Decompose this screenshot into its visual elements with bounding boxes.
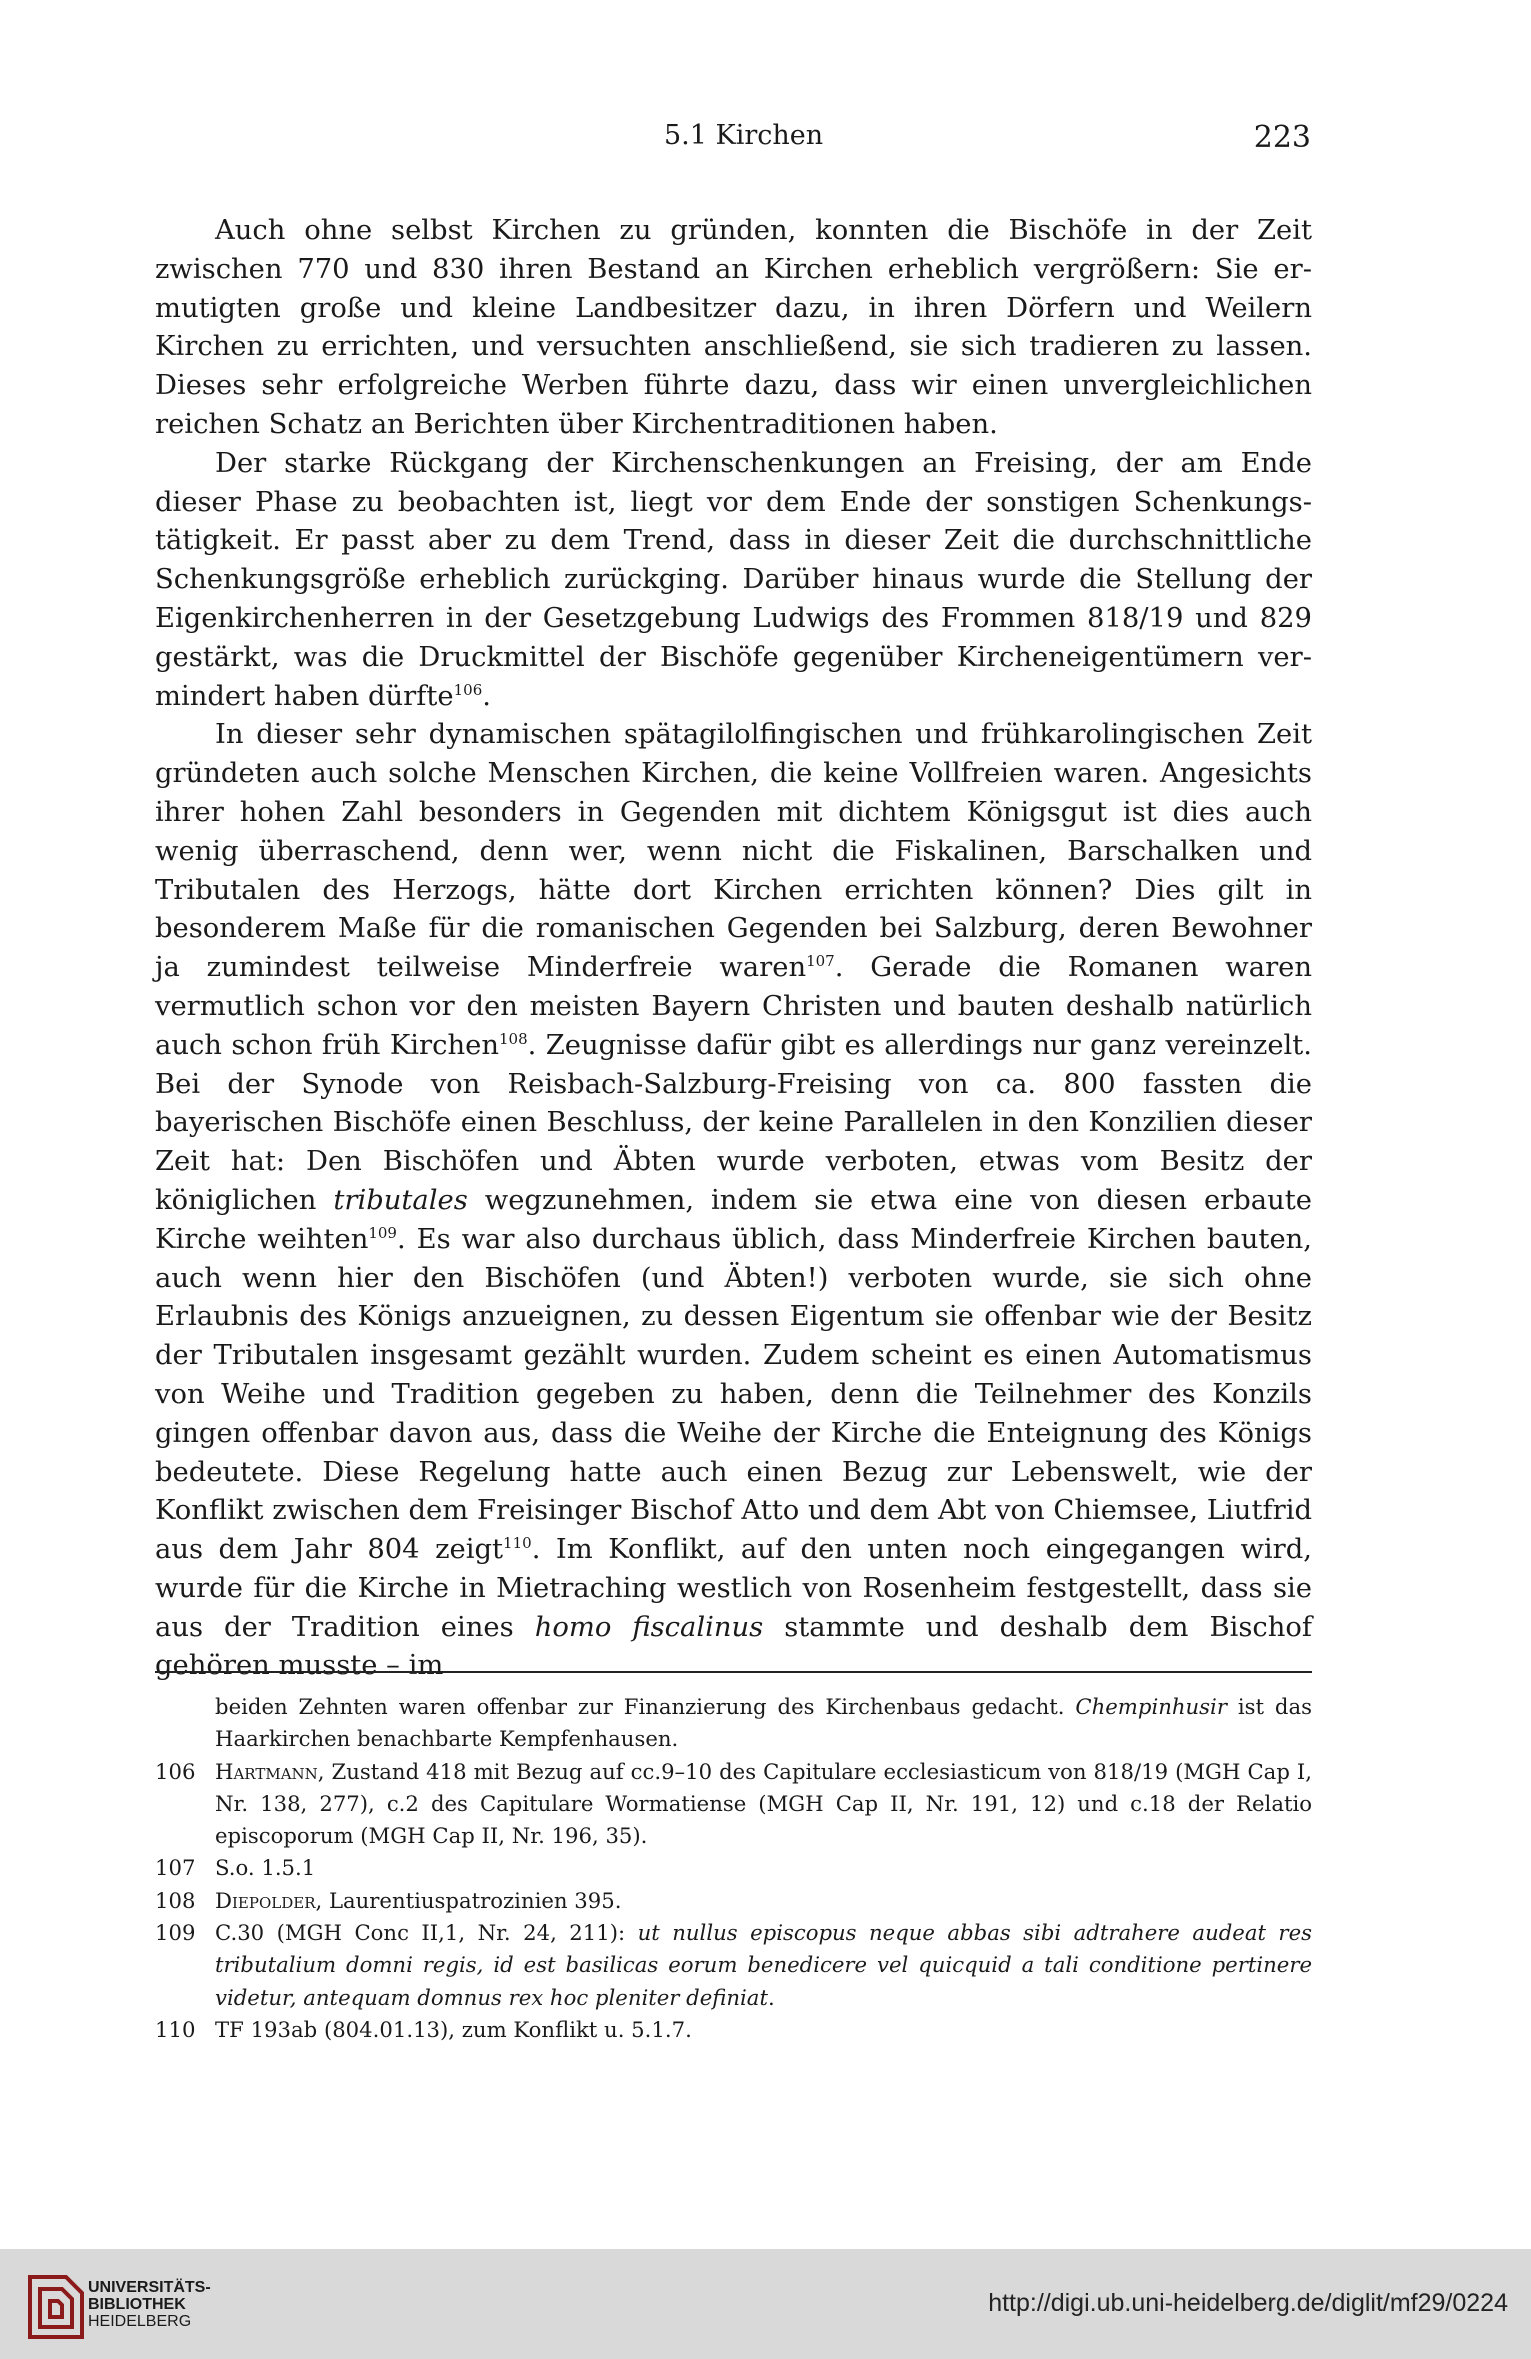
footnote-108: 108 Diepolder, Laurentiuspatrozinien 395.	[155, 1887, 622, 1913]
footnote-110: 110 TF 193ab (804.01.13), zum Konflikt u. 5.1.7.	[155, 2016, 692, 2042]
footnotes	[155, 1691, 1312, 2046]
source-url-link[interactable]: http://digi.ub.uni-heidelberg.de/diglit/mf29/0224	[988, 2289, 1508, 2317]
footnote-109: 109 C.30 (MGH Conc II,1, Nr. 24, 211): ut nullus episcopus neque abbas sibi adtrahere audeat res tributalium domni regis, id est basilicas eorum benedicere vel quicquid a tali conditione pertinere videtur, antequam domnus rex hoc pleniter definiat.	[155, 1920, 1312, 2010]
main-text	[155, 212, 1312, 1686]
paragraph-3: In dieser sehr dynamischen spätagilolfingischen und frühkarolingischen Zeit gründeten auch solche Menschen Kirchen, die keine Vollfreien waren. Angesichts ihrer hohen Zahl besonders in Gegenden mit dichtem Königsgut ist dies auch wenig überraschend, denn wer, wenn nicht die Fiskalinen, Barschalken und Tributalen des Herzogs, hätte dort Kirchen errichten können? Dies gilt in besonderem Maße für die romanischen Gegenden bei Salzburg, deren Bewohner ja zumindest teilweise Minderfreie waren$^{107}$. Gerade die Romanen waren vermutlich schon vor den meisten Bayern Christen und bauten deshalb natürlich auch schon früh Kirchen$^{108}$. Zeugnisse dafür gibt es allerdings nur ganz vereinzelt. Bei der Synode von Reisbach-Salzburg-Freising von ca. 800 fassten die bayerischen Bischöfe einen Beschluss, der keine Parallelen in den Konzilien dieser Zeit hat: Den Bischöfen und Äbten wurde verboten, etwas vom Besitz der königlichen tributales wegzunehmen, indem sie etwa eine von diesen erbaute Kirche weihten$^{109}$. Es war also durchaus üblich, dass Minderfreie Kirchen bauten, auch wenn hier den Bischöfen (und Äbten!) verboten wurde, sie sich ohne Erlaubnis des Königs anzueignen, zu dessen Eigentum sie offenbar wie der Besitz der Tributalen insgesamt gezählt wurden. Zudem scheint es einen Automatismus von Weihe und Tradition gegeben zu haben, denn die Teilnehmer des Konzils gingen offenbar davon aus, dass die Weihe der Kirche die Enteignung des Königs bedeutete. Diese Regelung hatte auch einen Bezug zur Lebenswelt, wie der Konflikt zwischen dem Freisinger Bischof Atto und dem Abt von Chiemsee, Liutfrid aus dem Jahr 804 zeigt$^{110}$. Im Konflikt, auf den unten noch eingegangen wird, wurde für die Kirche in Mietraching westlich von Rosenheim festgestellt, dass sie aus der Tradition eines homo fiscalinus stammte und deshalb dem Bischof gehören musste – im	[155, 719, 1313, 1682]
footnote-continuation: beiden Zehnten waren offenbar zur Finanzierung des Kirchenbaus gedacht. Chempinhusir ist das Haarkirchen benachbarte Kempfenhausen.	[215, 1694, 1312, 1752]
footnote-ref-107[interactable]: 107	[806, 952, 835, 971]
footnote-107: 107 S.o. 1.5.1	[155, 1855, 316, 1881]
page-number: 223	[1253, 120, 1311, 155]
footnote-ref-108[interactable]: 108	[498, 1029, 528, 1048]
paragraph-2: Der starke Rückgang der Kirchenschenkungen an Freising, der am Ende dieser Phase zu beobachten ist, liegt vor dem Ende der sonstigen Schenkungstätigkeit. Er passt aber zu dem Trend, dass in dieser Zeit die durchschnittliche Schenkungsgröße erheblich zurückging. Darüber hinaus wurde die Stellung der Eigenkirchenherren in der Gesetzgebung Ludwigs des Frommen 818/19 und 829 gestärkt, was die Druckmittel der Bischöfe gegenüber Kircheneigentümern vermindert haben dürfte$^{106}$.	[155, 447, 1312, 712]
library-logo-text: UNIVERSITÄTS- BIBLIOTHEK HEIDELBERG	[88, 2279, 211, 2330]
paragraph-1: Auch ohne selbst Kirchen zu gründen, konnten die Bischöfe in der Zeit zwischen 770 und 830 ihren Bestand an Kirchen erheblich vergrößern: Sie ermutigten große und kleine Landbesitzer dazu, in ihren Dörfern und Weilern Kirchen zu errichten, und versuchten anschließend, sie sich tradieren zu lassen. Dieses sehr erfolgreiche Werben führte dazu, dass wir einen unvergleichlichen reichen Schatz an Berichten über Kirchentraditionen haben.	[155, 215, 1312, 440]
footnote-ref-110[interactable]: 110	[503, 1534, 532, 1553]
footnote-ref-106[interactable]: 106	[453, 680, 483, 699]
library-logo-icon	[22, 2271, 88, 2343]
footnote-106: 106 Hartmann, Zustand 418 mit Bezug auf cc.9–10 des Capitulare ecclesiasticum von 818/19 (MGH Cap I, Nr. 138, 277), c.2 des Capitulare Wormatiense (MGH Cap II, Nr. 191, 12) und c.18 der Relatio episcoporum (MGH Cap II, Nr. 196, 35).	[155, 1758, 1312, 1849]
footnote-ref-109[interactable]: 109	[368, 1223, 397, 1242]
digitization-footer	[0, 2249, 1531, 2359]
running-head: 5.1 Kirchen	[664, 120, 824, 151]
footnote-separator	[155, 1671, 1312, 1673]
